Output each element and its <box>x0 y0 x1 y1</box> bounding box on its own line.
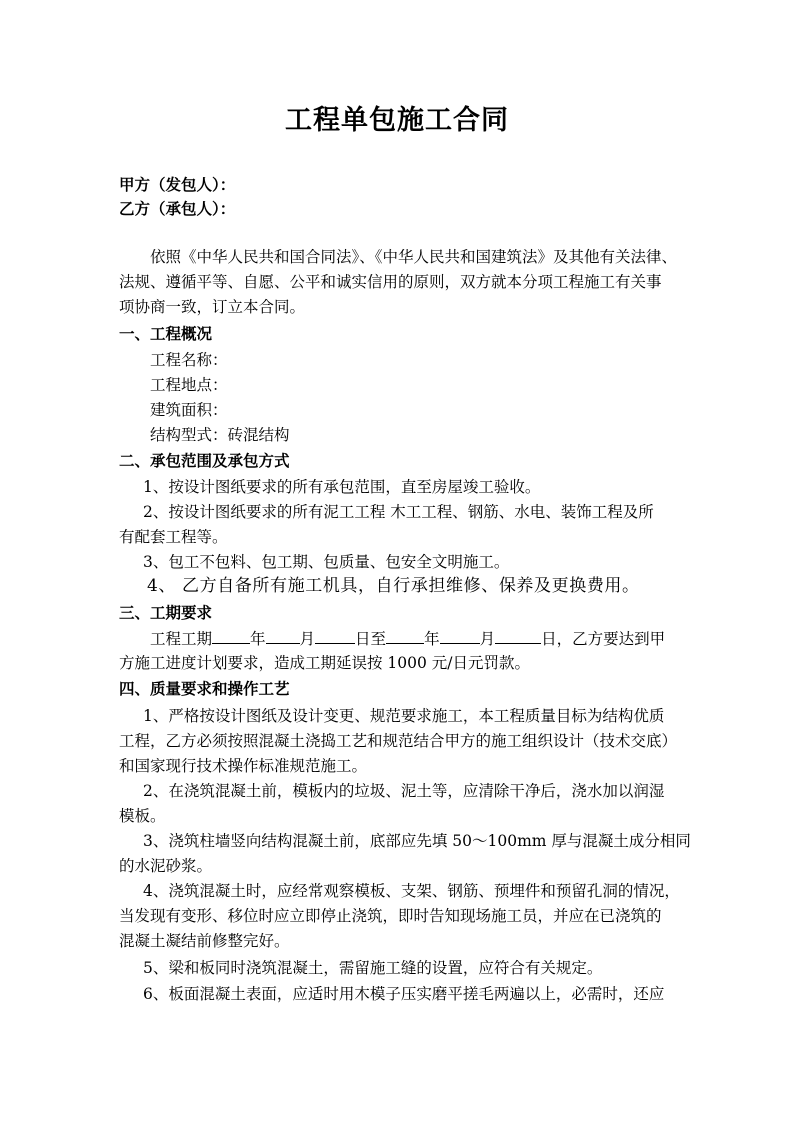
end-year-blank[interactable] <box>386 627 424 644</box>
section4-item-2-line-2: 模板。 <box>119 807 166 825</box>
schedule-tail: 日，乙方要达到甲 <box>541 630 666 648</box>
start-month-blank[interactable] <box>266 627 300 644</box>
section1-heading: 一、工程概况 <box>119 325 213 343</box>
section4-item-1-line-3: 和国家现行技术操作标准规范施工。 <box>119 757 368 775</box>
section4-item-1-line-2: 工程，乙方必须按照混凝土浇捣工艺和规范结合甲方的施工组织设计（技术交底） <box>119 732 678 750</box>
section2-item-3: 3、包工不包料、包工期、包质量、包安全文明施工。 <box>143 553 510 571</box>
section2-item-2-line-1: 2、按设计图纸要求的所有泥工工程 木工工程、钢筋、水电、装饰工程及所 <box>143 503 654 521</box>
day-to-label: 日至 <box>355 630 387 648</box>
section4-item-1-line-1: 1、严格按设计图纸及设计变更、规范要求施工，本工程质量目标为结构优质 <box>143 707 665 725</box>
section4-item-2-line-1: 2、在浇筑混凝土前，模板内的垃圾、泥土等，应清除干净后，浇水加以润湿 <box>143 782 665 800</box>
section2-item-4: 4、 乙方自备所有施工机具，自行承担维修、保养及更换费用。 <box>147 576 640 596</box>
section4-item-3-line-2: 的水泥砂浆。 <box>119 857 213 875</box>
building-area-field: 建筑面积： <box>150 401 228 419</box>
party-a-label: 甲方（发包人）： <box>119 176 236 194</box>
section4-item-4-line-3: 混凝土凝结前修整完好。 <box>119 932 290 950</box>
structure-type-field: 结构型式：砖混结构 <box>150 426 290 444</box>
end-month-label: 月 <box>479 630 496 648</box>
section3-heading: 三、工期要求 <box>119 604 213 622</box>
section2-item-1: 1、按设计图纸要求的所有承包范围，直至房屋竣工验收。 <box>143 478 541 496</box>
end-month-blank[interactable] <box>440 627 480 644</box>
section4-heading: 四、质量要求和操作工艺 <box>119 680 290 698</box>
end-day-blank[interactable] <box>495 627 541 644</box>
section4-item-3-line-1: 3、浇筑柱墙竖向结构混凝土前，底部应先填 50～100mm 厚与混凝土成分相同 <box>143 832 691 850</box>
section2-item-2-line-2: 有配套工程等。 <box>119 528 228 546</box>
section2-heading: 二、承包范围及承包方式 <box>119 452 290 470</box>
section4-item-6: 6、板面混凝土表面，应适时用木模子压实磨平搓毛两遍以上，必需时，还应 <box>143 985 665 1003</box>
year-label: 年 <box>250 630 266 648</box>
document-title: 工程单包施工合同 <box>285 105 509 136</box>
preamble-line-3: 项协商一致，订立本合同。 <box>119 298 306 316</box>
project-name-field: 工程名称： <box>150 351 228 369</box>
start-year-blank[interactable] <box>212 627 250 644</box>
party-b-label: 乙方（承包人）： <box>119 200 236 218</box>
start-day-blank[interactable] <box>315 627 355 644</box>
schedule-label: 工程工期 <box>150 630 213 648</box>
preamble-line-1: 依照《中华人民共和国合同法》、《中华人民共和国建筑法》及其他有关法律、 <box>150 248 678 266</box>
project-location-field: 工程地点： <box>150 376 228 394</box>
end-year-label: 年 <box>424 630 440 648</box>
section4-item-4-line-2: 当发现有变形、移位时应立即停止浇筑，即时告知现场施工员，并应在已浇筑的 <box>119 907 662 925</box>
section3-schedule-line <box>0 627 794 650</box>
preamble-line-2: 法规、遵循平等、自愿、公平和诚实信用的原则，双方就本分项工程施工有关事 <box>119 273 662 291</box>
section4-item-5: 5、梁和板同时浇筑混凝土，需留施工缝的设置，应符合有关规定。 <box>143 959 603 977</box>
section3-line-2: 方施工进度计划要求，造成工期延误按 1000 元/日元罚款。 <box>119 654 531 672</box>
section4-item-4-line-1: 4、浇筑混凝土时，应经常观察模板、支架、钢筋、预埋件和预留孔洞的情况， <box>143 882 680 900</box>
month-label: 月 <box>299 630 316 648</box>
